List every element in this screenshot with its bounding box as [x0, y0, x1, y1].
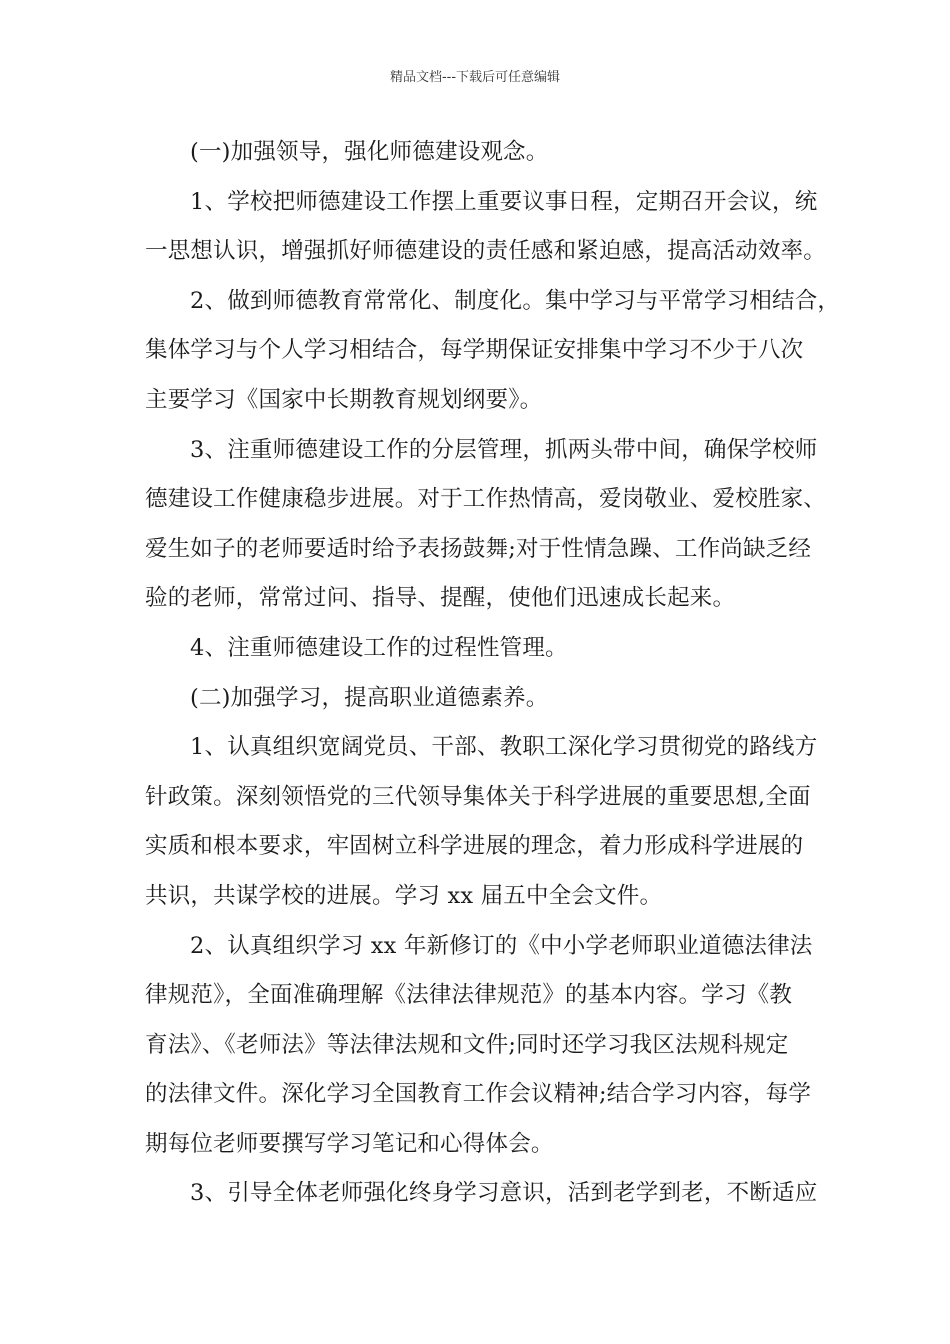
- text-line: 1、认真组织宽阔党员、干部、教职工深化学习贯彻党的路线方: [190, 734, 818, 761]
- text-line: 集体学习与个人学习相结合，每学期保证安排集中学习不少于八次: [145, 337, 804, 364]
- text-line: 针政策。深刻领悟党的三代领导集体关于科学进展的重要思想,全面: [145, 783, 811, 810]
- text-line: 实质和根本要求，牢固树立科学进展的理念，着力形成科学进展的: [145, 833, 804, 860]
- text-line: (二)加强学习，提高职业道德素养。: [190, 684, 549, 711]
- text-line: 德建设工作健康稳步进展。对于工作热情高，爱岗敬业、爱校胜家、: [145, 486, 827, 513]
- text-line: 3、注重师德建设工作的分层管理，抓两头带中间，确保学校师: [190, 436, 818, 463]
- text-line: 2、做到师德教育常常化、制度化。集中学习与平常学习相结合，: [190, 287, 841, 314]
- text-line: 育法》、《老师法》等法律法规和文件;同时还学习我区法规科规定: [145, 1031, 789, 1058]
- text-line: (一)加强领导，强化师德建设观念。: [190, 139, 549, 165]
- text-line: 一思想认识，增强抓好师德建设的责任感和紧迫感，提高活动效率。: [145, 238, 827, 265]
- text-line: 3、引导全体老师强化终身学习意识，活到老学到老，不断适应: [190, 1180, 818, 1207]
- text-line: 主要学习《国家中长期教育规划纲要》。: [145, 386, 543, 413]
- text-line: 爱生如子的老师要适时给予表扬鼓舞;对于性情急躁、工作尚缺乏经: [145, 535, 812, 562]
- text-line: 期每位老师要撰写学习笔记和心得体会。: [145, 1130, 554, 1157]
- page-header: 精品文档---下载后可任意编辑: [389, 70, 561, 85]
- text-line: 律规范》，全面准确理解《法律法律规范》的基本内容。学习《教: [145, 982, 793, 1009]
- document-body: [145, 128, 841, 1219]
- text-line: 4、注重师德建设工作的过程性管理。: [190, 634, 568, 661]
- text-line: 共识，共谋学校的进展。学习 xx 届五中全会文件。: [145, 882, 663, 909]
- text-line: 的法律文件。深化学习全国教育工作会议精神;结合学习内容，每学: [145, 1081, 812, 1108]
- text-line: 验的老师，常常过问、指导、提醒，使他们迅速成长起来。: [145, 585, 736, 612]
- text-line: 2、认真组织学习 xx 年新修订的《中小学老师职业道德法律法: [190, 932, 813, 959]
- text-line: 1、学校把师德建设工作摆上重要议事日程，定期召开会议，统: [190, 188, 818, 215]
